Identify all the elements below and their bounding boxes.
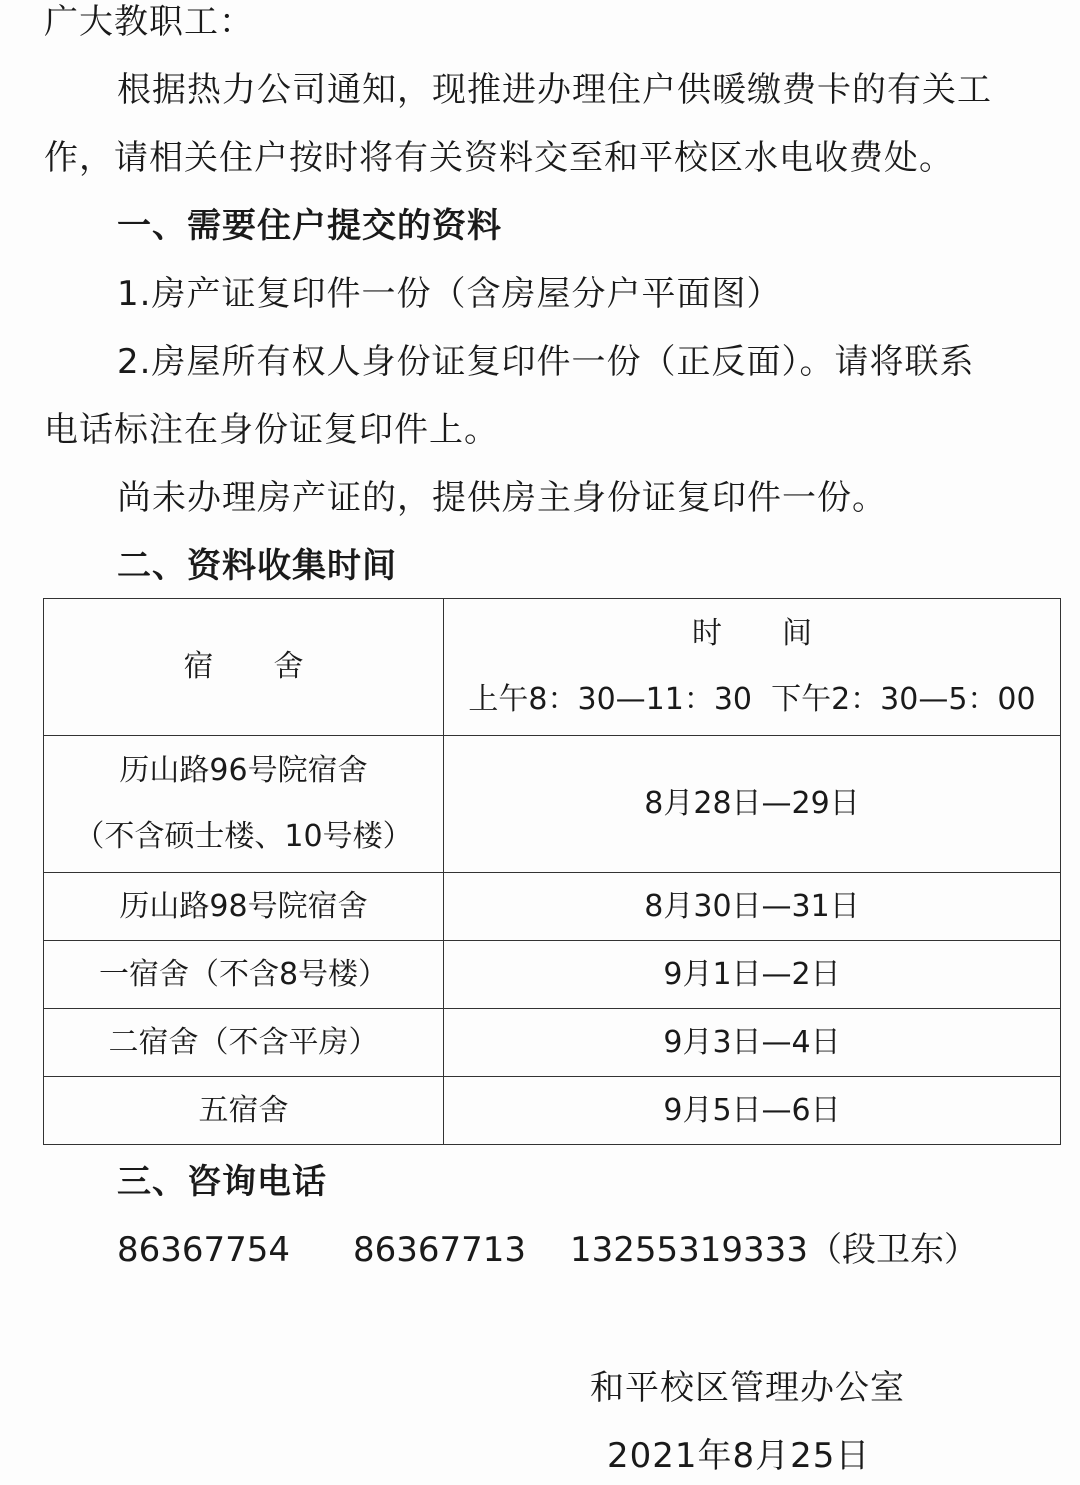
dates: 8月30日—31日: [644, 888, 860, 924]
dates: 9月3日—4日: [663, 1024, 841, 1060]
table-row: [44, 873, 1061, 941]
table-row: [44, 736, 1061, 873]
dorm-cell: [44, 1077, 444, 1145]
dorm-cell: [44, 873, 444, 941]
greeting: 广大教职工：: [44, 2, 254, 42]
signature-office: 和平校区管理办公室: [590, 1368, 905, 1408]
header-time: 时间: [692, 616, 872, 651]
header-hours: 上午8：30—11：30 下午2：30—5：00: [468, 682, 1036, 717]
section-1-note: 尚未办理房产证的，提供房主身份证复印件一份。: [117, 478, 887, 518]
dorm-name: 历山路98号院宿舍: [119, 888, 368, 924]
table-row: [44, 941, 1061, 1009]
phone-number: 86367713: [353, 1230, 527, 1270]
dates: 8月28日—29日: [644, 786, 860, 821]
dorm-name: 五宿舍: [198, 1092, 289, 1128]
dates-cell: [444, 1009, 1061, 1077]
dorm-note: （不含硕士楼、10号楼）: [74, 819, 413, 854]
table-header-row: [44, 599, 1061, 736]
header-time-cell: [444, 599, 1061, 736]
dorm-name: 一宿舍（不含8号楼）: [98, 956, 389, 992]
table-row: [44, 1077, 1061, 1145]
dorm-name: 历山路96号院宿舍: [119, 753, 368, 788]
dates: 9月5日—6日: [663, 1092, 841, 1128]
intro-line-2: 作，请相关住户按时将有关资料交至和平校区水电收费处。: [44, 138, 954, 178]
phone-number: 86367754: [117, 1230, 291, 1270]
header-dorm: 宿舍: [183, 649, 364, 684]
section-1-title: 一、需要住户提交的资料: [117, 206, 502, 246]
phone-number: 13255319333（段卫东）: [570, 1230, 978, 1270]
section-1-item-2: 2.房屋所有权人身份证复印件一份（正反面）。请将联系: [117, 342, 975, 382]
section-1-item-1: 1.房产证复印件一份（含房屋分户平面图）: [117, 274, 782, 314]
section-3-title: 三、咨询电话: [117, 1162, 327, 1202]
intro-line-1: 根据热力公司通知，现推进办理住户供暖缴费卡的有关工: [117, 70, 992, 110]
dorm-cell: [44, 736, 444, 873]
dates-cell: [444, 873, 1061, 941]
dates-cell: [444, 1077, 1061, 1145]
dorm-cell: [44, 941, 444, 1009]
section-2-title: 二、资料收集时间: [117, 546, 397, 586]
signature-date: 2021年8月25日: [607, 1436, 871, 1476]
section-1-item-2-cont: 电话标注在身份证复印件上。: [44, 410, 499, 450]
table-row: [44, 1009, 1061, 1077]
dates: 9月1日—2日: [663, 956, 841, 992]
dates-cell: [444, 941, 1061, 1009]
dates-cell: [444, 736, 1061, 873]
schedule-table: [43, 598, 1061, 1145]
header-dorm-cell: [44, 599, 444, 736]
dorm-cell: [44, 1009, 444, 1077]
dorm-name: 二宿舍（不含平房）: [108, 1024, 379, 1060]
